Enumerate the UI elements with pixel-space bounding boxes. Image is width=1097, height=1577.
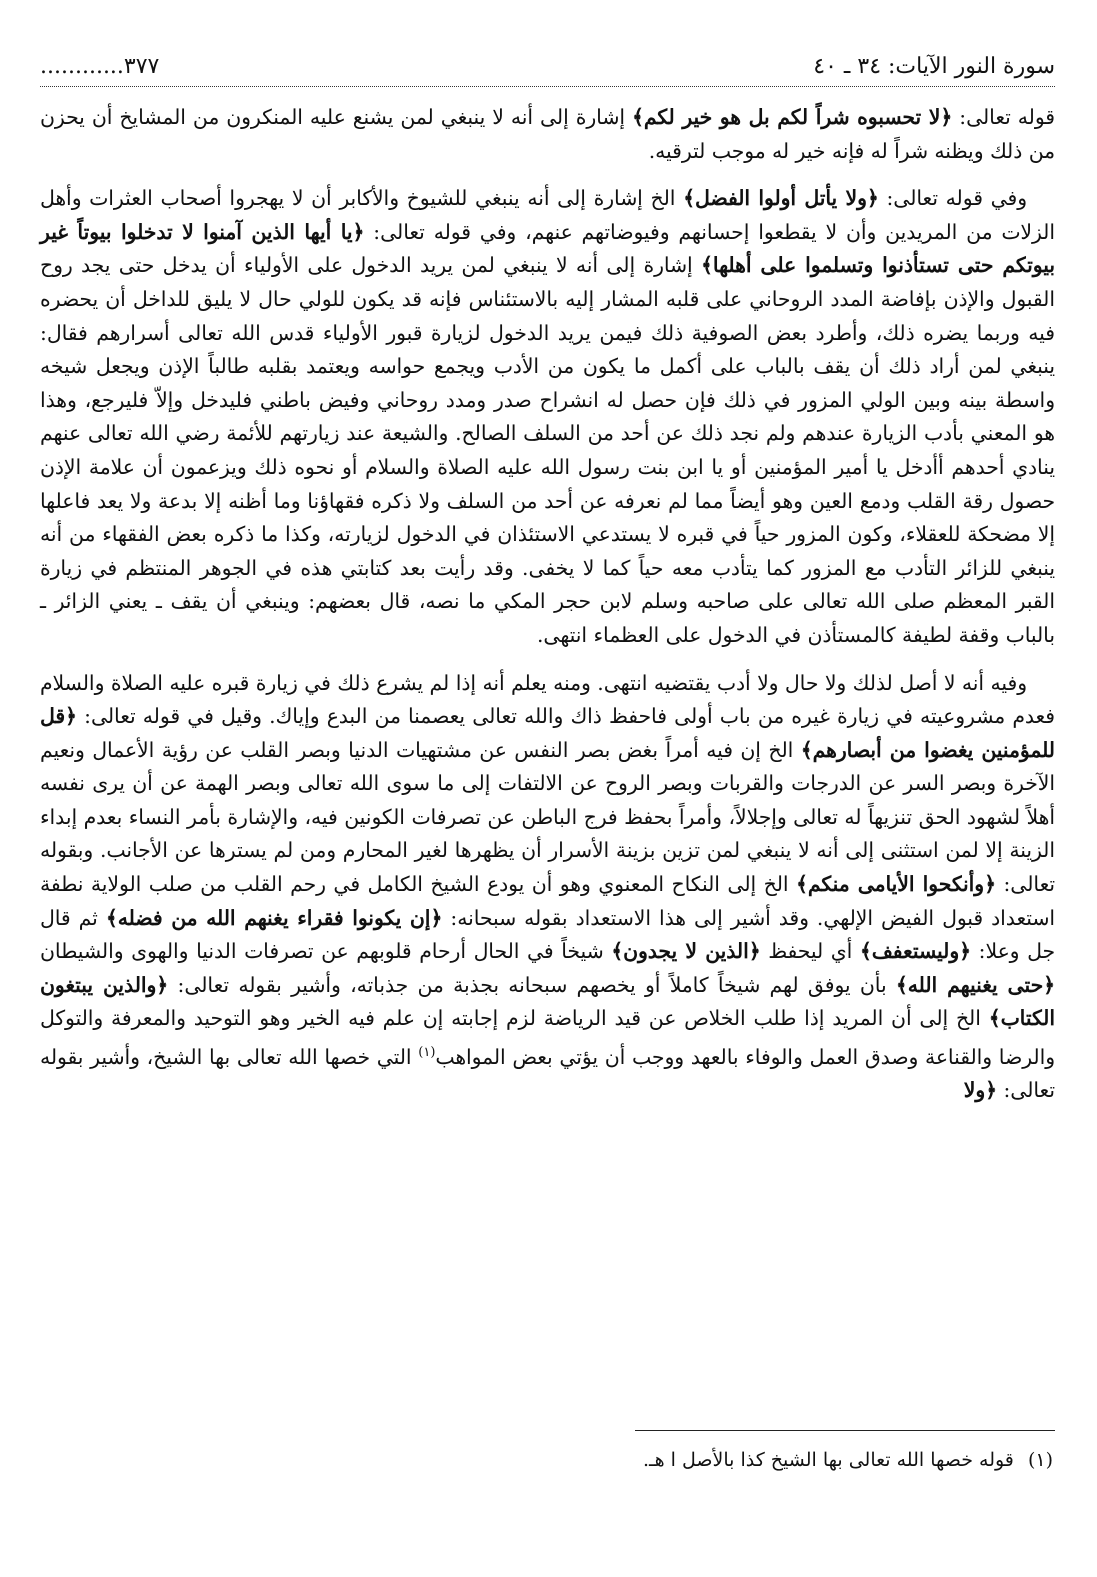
paragraph-text: وفيه أنه لا أصل لذلك ولا حال ولا أدب يقتضيه انتهى. ومنه يعلم أنه إذا لم يشرع ذلك في زيارة قبره عليه الصلاة والسلام فعدم مشروعيته في زيارة غيره من باب أولى فاحفظ ذاك والله تعالى يعصمنا من البدع وإياك. وقيل في قوله تعالى: [40, 670, 1055, 729]
footnote [53, 1446, 1053, 1474]
paragraph-text: الخ إلى النكاح المعنوي وهو أن يودع الشيخ الكامل في رحم القلب من صلب الولاية نطفة استعداد قبول الفيض الإلهي. وقد أشير إلى هذا الاستعداد بقوله سبحانه: [40, 872, 1055, 930]
quran-quote: ﴿وليستعفف﴾ [859, 939, 972, 964]
page-number-value: ٣٧٧ [123, 54, 160, 79]
paragraph-text: التي خصها الله تعالى بها الشيخ، وأشير بقوله تعالى: [40, 1044, 1055, 1103]
paragraph-text: قوله تعالى: [952, 105, 1055, 129]
quran-quote: ﴿لا تحسبوه شراً لكم بل هو خير لكم﴾ [631, 105, 953, 129]
paragraph [40, 667, 1055, 1108]
body-text [40, 101, 1055, 1108]
quran-quote: ﴿قل للمؤمنين يغضوا من أبصارهم﴾ [40, 704, 1055, 762]
surah-title: سورة النور الآيات: ٣٤ ـ ٤٠ [813, 54, 1055, 79]
quran-quote: ﴿الذين لا يجدون﴾ [611, 939, 761, 964]
page-number [40, 52, 159, 82]
paragraph-text: ثم قال جل وعلا: [40, 905, 1055, 964]
quran-quote: ﴿يا أيها الذين آمنوا لا تدخلوا بيوتاً غير بيوتكم حتى تستأذنوا وتسلموا على أهلها﴾ [40, 219, 1055, 278]
footnote-number: (١) [1027, 1449, 1053, 1471]
running-header [40, 52, 1055, 87]
paragraph-text: وفي قوله تعالى: [878, 186, 1027, 211]
quran-quote: ﴿إن يكونوا فقراء يغنهم الله من فضله﴾ [105, 905, 443, 930]
paragraph-text: أي ليحفظ [760, 939, 860, 964]
paragraph [40, 101, 1055, 168]
quran-quote: ﴿وأنكحوا الأيامى منكم﴾ [796, 872, 996, 897]
footnote-text: قوله خصها الله تعالى بها الشيخ كذا بالأصل ا هـ. [642, 1449, 1014, 1471]
paragraph-text: إشارة إلى أنه لا ينبغي لمن يشنع عليه المنكرون من المشايخ أن يحزن من ذلك ويظنه شراً له فإنه خير له موجب لترقيه. [40, 105, 1055, 163]
quran-quote: ﴿حتى يغنيهم الله﴾ [895, 972, 1055, 997]
paragraph-text: الخ إن فيه أمراً بغض بصر النفس عن مشتهيات الدنيا وبصر القلب عن رؤية الأعمال ونعيم الآخرة وبصر السر عن الدرجات والقربات وبصر الروح عن الالتفات إلى ما سوى الله تعالى وبصر الهمة عن أن يرى نفسه أهلاً لشهود الحق تنزيهاً له تعالى وإجلالاً، وأمراً بحفظ فرج الباطن عن تصرفات الكونين فيه، والإشارة بأمر النساء بعدم إبداء الزينة إلا لمن استثنى إلى أنه لا ينبغي لمن تزين بزينة الأسرار أن يظهرها لغير المحارم ومن لم يسترها عن الأجانب. وبقوله تعالى: [40, 737, 1055, 897]
quran-quote: ﴿ولا يأتل أولوا الفضل﴾ [683, 186, 879, 211]
page-number-leader: ............ [40, 54, 124, 79]
paragraph [40, 182, 1055, 652]
paragraph-text: شيخاً في الحال أرحام قلوبهم عن تصرفات الدنيا والهوى والشيطان [40, 939, 612, 964]
footnote-marker: (١) [418, 1045, 436, 1061]
page [40, 52, 1055, 1122]
footnote-separator [635, 1430, 1055, 1431]
quran-quote: ﴿ولا [963, 1078, 998, 1103]
paragraph-text: إشارة إلى أنه لا ينبغي لمن يريد الدخول على الأولياء أن يدخل حتى يجد روح القبول والإذن بإفاضة المدد الروحاني على قلبه المشار إليه بالاستئناس فإنه قد يكون للولي حال لا يليق للداخل أن يحضره فيه وربما يضره ذلك، وأطرد بعض الصوفية ذلك فيمن يريد الدخول لزيارة قبور الأولياء قدس الله تعالى أسرارهم فقال: ينبغي لمن أراد ذلك أن يقف بالباب على أكمل ما يكون من الأدب ويجمع حواسه ويعتمد بقلبه طالباً الإذن ويجعل شيخه واسطة بينه وبين الولي المزور في ذلك فإن حصل له انشراح صدر ومدد روحاني وفيض باطني فليدخل وإلاّ فليرجع، وهذا هو المعني بأدب الزيارة عندهم ولم نجد ذلك عن أحد من السلف الصالح. والشيعة عند زيارتهم للأئمة رضي الله تعالى عنهم ينادي أحدهم أأدخل يا أمير المؤمنين أو يا ابن بنت رسول الله عليه الصلاة والسلام أو نحوه ذلك ويزعمون أن علامة الإذن حصول رقة القلب ودمع العين وهو أيضاً مما لم نعرفه عن أحد من السلف ولا ذكره فقهاؤنا وما أظنه إلا بدعة ولا يعد فاعلها إلا مضحكة للعقلاء، وكون المزور حياً في قبره لا يستدعي الاستئذان في الدخول لزيارته، وكذا ما ذكره بعض الفقهاء من أنه ينبغي للزائر التأدب مع المزور كما يتأدب معه حياً كما لا يخفى. وقد رأيت بعد كتابتي هذه في الجوهر المنتظم في زيارة القبر المعظم صلى الله تعالى على صاحبه وسلم لابن حجر المكي ما نصه، قال بعضهم: وينبغي أن يقف ـ يعني الزائر ـ بالباب وقفة لطيفة كالمستأذن في الدخول على العظماء انتهى. [40, 253, 1056, 647]
quran-quote: ﴿والذين يبتغون الكتاب﴾ [40, 972, 1055, 1031]
paragraph-text: الخ إشارة إلى أنه ينبغي للشيوخ والأكابر أن لا يهجروا أصحاب العثرات وأهل الزلات من المريدين وأن لا يقطعوا إحسانهم وفيوضاتهم عنهم، وفي قوله تعالى: [40, 186, 1055, 244]
paragraph-text: بأن يوفق لهم شيخاً كاملاً أو يخصهم سبحانه بجذبة من جذباته، وأشير بقوله تعالى: [168, 972, 896, 997]
paragraph-text: الخ إلى أن المريد إذا طلب الخلاص عن قيد الرياضة لزم إجابته إن علم فيه الخير وهو التوحيد والمعرفة والتوكل والرضا والقناعة وصدق العمل والوفاء بالعهد ووجب أن يؤتي بعض المواهب [40, 1006, 1055, 1069]
